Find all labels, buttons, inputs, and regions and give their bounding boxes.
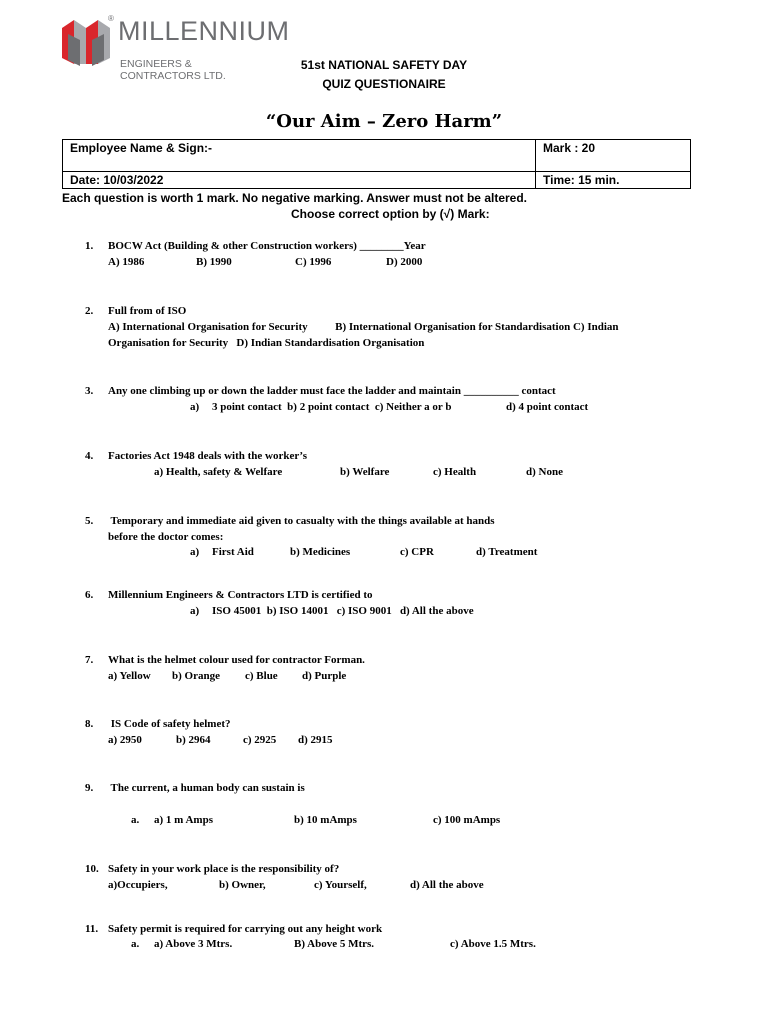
- option-c[interactable]: c) 2925: [243, 734, 277, 746]
- option-c[interactable]: c) CPR: [400, 546, 434, 558]
- question-5: [0, 513, 768, 563]
- option-a[interactable]: a) Health, safety & Welfare: [154, 466, 283, 478]
- question-number: 9.: [85, 782, 94, 794]
- option-a[interactable]: a) Yellow: [108, 670, 151, 682]
- question-text: The current, a human body can sustain is: [108, 782, 305, 794]
- options-a-to-d[interactable]: ISO 45001 b) ISO 14001 c) ISO 9001 d) All the above: [212, 605, 474, 617]
- question-text: What is the helmet colour used for contractor Forman.: [108, 654, 365, 666]
- question-text-cont: before the doctor comes:: [108, 531, 224, 543]
- question-number: 2.: [85, 305, 94, 317]
- page-title: “Our Aim – Zero Harm”: [265, 111, 503, 132]
- question-1: [0, 238, 768, 272]
- logo-name: MILLENNIUM: [118, 16, 290, 46]
- question-text: Full from of ISO: [108, 305, 187, 317]
- question-number: 7.: [85, 654, 94, 666]
- logo-subtitle: ENGINEERS & CONTRACTORS LTD.: [120, 58, 226, 82]
- option-b[interactable]: b) Owner,: [219, 879, 266, 891]
- option-a-marker: a): [190, 546, 200, 558]
- question-number: 8.: [85, 718, 94, 730]
- question-text: Safety in your work place is the responsibility of?: [108, 863, 340, 875]
- option-d[interactable]: d) Treatment: [476, 546, 538, 558]
- option-c[interactable]: c) 100 mAmps: [433, 814, 501, 826]
- option-d[interactable]: d) All the above: [410, 879, 484, 891]
- option-a-marker: a): [190, 401, 200, 413]
- option-c[interactable]: c) Above 1.5 Mtrs.: [450, 938, 536, 950]
- option-c[interactable]: c) Health: [433, 466, 477, 478]
- option-b[interactable]: B) Above 5 Mtrs.: [294, 938, 375, 950]
- option-a[interactable]: A) 1986: [108, 256, 145, 268]
- question-text: Factories Act 1948 deals with the worker’s: [108, 450, 307, 462]
- option-b[interactable]: b) 2964: [176, 734, 211, 746]
- option-c[interactable]: C) 1996: [295, 256, 332, 268]
- option-b[interactable]: B) 1990: [196, 256, 232, 268]
- question-number: 11.: [85, 923, 99, 935]
- question-10: [0, 861, 768, 895]
- option-b[interactable]: b) Medicines: [290, 546, 351, 558]
- time-field: Time: 15 min.: [536, 172, 691, 189]
- question-number: 6.: [85, 589, 94, 601]
- option-a[interactable]: a) Above 3 Mtrs.: [154, 938, 233, 950]
- option-list-marker: a.: [131, 814, 140, 826]
- question-number: 1.: [85, 240, 94, 252]
- question-number: 3.: [85, 385, 94, 397]
- question-6: [0, 587, 768, 621]
- option-a[interactable]: a) 1 m Amps: [154, 814, 213, 826]
- option-list-marker: a.: [131, 938, 140, 950]
- option-b[interactable]: b) 10 mAmps: [294, 814, 357, 826]
- question-number: 4.: [85, 450, 94, 462]
- question-text: Safety permit is required for carrying out any height work: [108, 923, 383, 935]
- option-b[interactable]: b) Welfare: [340, 466, 390, 478]
- question-number: 10.: [85, 863, 99, 875]
- header-line-2: QUIZ QUESTIONAIRE: [322, 77, 446, 91]
- employee-info-table: [62, 139, 691, 189]
- option-a-marker: a): [190, 605, 200, 617]
- option-d[interactable]: D) 2000: [386, 256, 423, 268]
- header-line-1: 51st NATIONAL SAFETY DAY: [300, 58, 468, 72]
- option-c[interactable]: c) Yourself,: [314, 879, 367, 891]
- question-text: BOCW Act (Building & other Construction workers) ________Year: [108, 240, 426, 252]
- option-a[interactable]: a)Occupiers,: [108, 879, 168, 891]
- option-d[interactable]: d) None: [526, 466, 563, 478]
- question-text: Temporary and immediate aid given to casualty with the things available at hands: [108, 515, 495, 527]
- instructions-line-2: Choose correct option by (√) Mark:: [291, 207, 490, 221]
- option-d[interactable]: d) 4 point contact: [506, 401, 589, 413]
- option-c[interactable]: c) Blue: [245, 670, 278, 682]
- option-a[interactable]: First Aid: [212, 546, 254, 558]
- option-a[interactable]: a) 2950: [108, 734, 142, 746]
- option-b[interactable]: b) Orange: [172, 670, 220, 682]
- question-text: Any one climbing up or down the ladder must face the ladder and maintain __________ contact: [108, 385, 556, 397]
- options-line-1[interactable]: A) International Organisation for Security B) International Organisation for Standardisation C) Indian: [108, 321, 619, 333]
- question-text: Millennium Engineers & Contractors LTD is certified to: [108, 589, 373, 601]
- date-field: Date: 10/03/2022: [63, 172, 536, 189]
- options-a-to-c[interactable]: 3 point contact b) 2 point contact c) Neither a or b: [212, 401, 452, 413]
- question-text: IS Code of safety helmet?: [108, 718, 231, 730]
- question-4: [0, 448, 768, 482]
- instructions-line-1: Each question is worth 1 mark. No negative marking. Answer must not be altered.: [62, 191, 527, 205]
- options-line-2[interactable]: Organisation for Security D) Indian Standardisation Organisation: [108, 337, 425, 349]
- question-number: 5.: [85, 515, 94, 527]
- option-d[interactable]: d) 2915: [298, 734, 333, 746]
- question-2: [0, 303, 768, 353]
- question-7: [0, 652, 768, 686]
- mark-field: Mark : 20: [536, 140, 691, 172]
- employee-name-field[interactable]: Employee Name & Sign:-: [63, 140, 536, 172]
- question-8: [0, 716, 768, 750]
- option-d[interactable]: d) Purple: [302, 670, 347, 682]
- question-9: [0, 780, 768, 830]
- question-11: [0, 921, 768, 955]
- question-3: [0, 383, 768, 417]
- logo-reg-mark: ®: [108, 14, 114, 23]
